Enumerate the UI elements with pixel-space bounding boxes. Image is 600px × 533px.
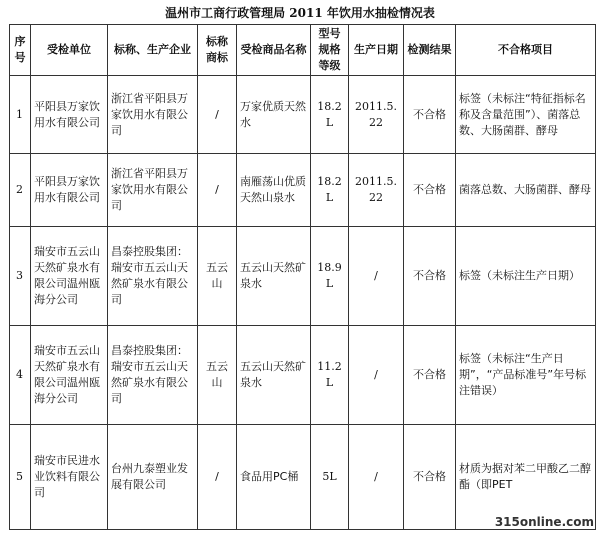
cell-brand: 五云山 (198, 227, 237, 326)
cell-spec: 18.9L (311, 227, 349, 326)
watermark-text: 315online.com (494, 515, 594, 529)
cell-spec: 11.2L (311, 326, 349, 425)
cell-result: 不合格 (404, 154, 456, 227)
header-no: 序号 (10, 25, 31, 76)
header-product: 受检商品名称 (237, 25, 311, 76)
cell-brand: 五云山 (198, 326, 237, 425)
cell-brand: / (198, 154, 237, 227)
header-date: 生产日期 (349, 25, 404, 76)
cell-no: 4 (10, 326, 31, 425)
cell-maker: 昌泰控股集团：瑞安市五云山天然矿泉水有限公司 (108, 326, 198, 425)
cell-maker: 浙江省平阳县万家饮用水有限公司 (108, 76, 198, 154)
cell-items: 材质为据对苯二甲酸乙二醇酯（即PET (456, 425, 596, 530)
cell-unit: 平阳县万家饮用水有限公司 (31, 76, 108, 154)
cell-product: 南雁荡山优质天然山泉水 (237, 154, 311, 227)
cell-unit: 瑞安市五云山天然矿泉水有限公司温州瓯海分公司 (31, 227, 108, 326)
header-items: 不合格项目 (456, 25, 596, 76)
cell-items: 标签（未标注生产日期） (456, 227, 596, 326)
cell-no: 2 (10, 154, 31, 227)
cell-brand: / (198, 425, 237, 530)
cell-product: 万家优质天然水 (237, 76, 311, 154)
table-row (10, 154, 596, 227)
cell-items: 菌落总数、大肠菌群、酵母 (456, 154, 596, 227)
cell-items: 标签（未标注“生产日期”，“产品标准号”年号标注错误） (456, 326, 596, 425)
cell-no: 3 (10, 227, 31, 326)
table-row (10, 425, 596, 530)
cell-maker: 台州九泰塑业发展有限公司 (108, 425, 198, 530)
cell-product: 五云山天然矿泉水 (237, 326, 311, 425)
table-row (10, 326, 596, 425)
cell-result: 不合格 (404, 227, 456, 326)
cell-spec: 18.2L (311, 76, 349, 154)
header-maker: 标称、生产企业 (108, 25, 198, 76)
table-row (10, 227, 596, 326)
cell-unit: 平阳县万家饮用水有限公司 (31, 154, 108, 227)
cell-maker: 昌泰控股集团：瑞安市五云山天然矿泉水有限公司 (108, 227, 198, 326)
cell-unit: 瑞安市民进水业饮料有限公司 (31, 425, 108, 530)
cell-brand: / (198, 76, 237, 154)
header-unit: 受检单位 (31, 25, 108, 76)
header-result: 检测结果 (404, 25, 456, 76)
header-row (10, 25, 596, 76)
cell-spec: 18.2L (311, 154, 349, 227)
cell-date: 2011.5.22 (349, 154, 404, 227)
cell-spec: 5L (311, 425, 349, 530)
cell-no: 1 (10, 76, 31, 154)
table-row (10, 76, 596, 154)
cell-product: 五云山天然矿泉水 (237, 227, 311, 326)
table-title: 温州市工商行政管理局 2011 年饮用水抽检情况表 (165, 6, 435, 20)
inspection-table (9, 24, 596, 530)
cell-product: 食品用PC桶 (237, 425, 311, 530)
cell-date: 2011.5.22 (349, 76, 404, 154)
cell-result: 不合格 (404, 76, 456, 154)
cell-items: 标签（未标注“特征指标名称及含量范围”）、菌落总数、大肠菌群、酵母 (456, 76, 596, 154)
header-brand: 标称商标 (198, 25, 237, 76)
cell-date: / (349, 425, 404, 530)
cell-maker: 浙江省平阳县万家饮用水有限公司 (108, 154, 198, 227)
cell-result: 不合格 (404, 425, 456, 530)
cell-no: 5 (10, 425, 31, 530)
cell-unit: 瑞安市五云山天然矿泉水有限公司温州瓯海分公司 (31, 326, 108, 425)
header-spec: 型号规格等级 (311, 25, 349, 76)
cell-date: / (349, 227, 404, 326)
cell-date: / (349, 326, 404, 425)
cell-result: 不合格 (404, 326, 456, 425)
